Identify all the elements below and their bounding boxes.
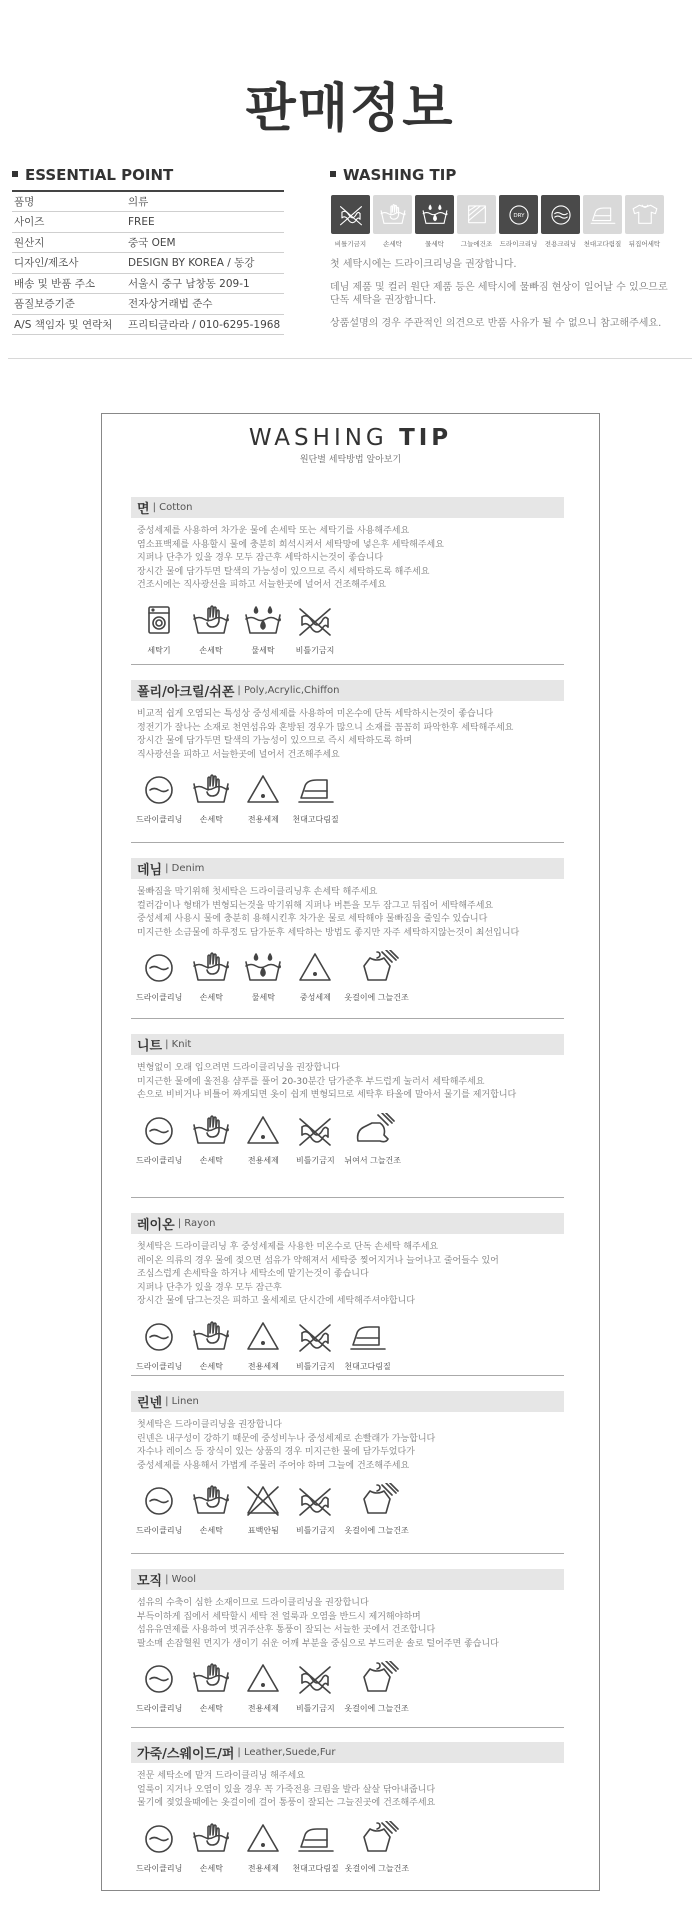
care-line: 전문 세탁소에 맡겨 드라이클리닝 해주세요 xyxy=(137,1771,305,1781)
care-icon-label: 드라이클리닝 xyxy=(136,1155,183,1165)
washing-tip-item xyxy=(498,195,539,248)
care-icon-label: 손세탁 xyxy=(199,1155,223,1165)
spec-row xyxy=(12,294,284,315)
care-line: 자수나 레이스 등 장식이 있는 상품의 경우 미지근한 물에 담가두었다가 xyxy=(137,1447,415,1457)
hand-wash-icon xyxy=(188,1483,234,1523)
care-icon-label: 천대고다림질 xyxy=(292,815,339,824)
spec-value: 프리티글라라 / 010-6295-1968 xyxy=(126,314,284,335)
care-icon-label: 세탁기 xyxy=(147,645,171,655)
washing-tip-label: 전용크리닝 xyxy=(544,240,577,248)
care-icon-label: 손세탁 xyxy=(199,1361,223,1371)
care-line: 장시간 물에 담그는것은 피하고 울세제로 단시간에 세탁해주셔야합니다 xyxy=(137,1296,415,1306)
care-icon-item xyxy=(136,1821,182,1874)
fabric-care-text xyxy=(137,1062,516,1103)
care-icon-item xyxy=(292,1821,338,1874)
fabric-care-text xyxy=(137,1419,435,1473)
care-line: 물빠짐을 막기위해 첫세탁은 드라이클리닝후 손세탁 해주세요 xyxy=(137,887,378,897)
care-icon-item xyxy=(292,1113,338,1166)
care-icon-item xyxy=(188,950,234,1003)
care-icon-item xyxy=(240,1319,286,1372)
iron-cloth-icon xyxy=(345,1319,391,1359)
care-line: 미지근한 물에에 울전용 샴푸를 풀어 20-30분간 담가준후 부드럽게 눌러서 세탁해주세요 xyxy=(137,1076,485,1087)
svg-text:DRY: DRY xyxy=(512,212,525,219)
fabric-divider xyxy=(131,842,564,843)
care-icon-item xyxy=(345,1821,409,1874)
care-line: 린넨은 내구성이 강하기 때문에 중성비누나 중성세제로 손빨래가 가능합니다 xyxy=(137,1433,436,1444)
care-line: 장시간 물에 담가두면 탈색의 가능성이 있으므로 즉시 세탁하도록 해주세요 xyxy=(137,566,430,577)
care-icon-label: 천대고다림질 xyxy=(344,1361,391,1371)
essential-point-heading: ESSENTIAL POINT xyxy=(12,166,173,184)
care-icon-label: 비틀기금지 xyxy=(296,1361,335,1371)
spec-value: 서울시 중구 남창동 209-1 xyxy=(126,273,284,294)
care-line: 얼룩이 지거나 오염이 있을 경우 꼭 가죽전용 크림을 발라 살살 닦아내줍니다 xyxy=(137,1784,436,1795)
care-icon-label: 물세탁 xyxy=(251,993,275,1002)
washing-guide-title: WASHING TIP xyxy=(248,425,453,451)
care-icon-item xyxy=(188,1821,234,1874)
dry-clean-icon xyxy=(136,1821,182,1861)
care-icons xyxy=(136,1113,407,1166)
fabric-title: 폴리/아크릴/쉬폰 xyxy=(137,685,235,700)
care-icon-label: 비틀기금지 xyxy=(295,645,335,655)
care-icon-item xyxy=(188,772,234,825)
inside-out-icon xyxy=(625,195,664,234)
care-line: 섬유유연제를 사용하여 벗귀주산후 통풍이 잘되는 서늘한 곳에서 건조합니다 xyxy=(137,1625,436,1635)
care-icon-item xyxy=(240,772,286,825)
page-title: 판매정보 xyxy=(245,79,455,139)
care-icon-label: 천대고다림질 xyxy=(292,1863,339,1873)
washing-tip-label: 뒤집어세탁 xyxy=(628,240,661,248)
fabric-divider xyxy=(131,664,564,665)
essential-point-table xyxy=(12,190,284,335)
care-icon-item xyxy=(344,1661,408,1714)
detergent-icon xyxy=(240,1821,286,1861)
washing-tip-label: 천대고다림질 xyxy=(583,240,622,248)
bullet-square-icon xyxy=(330,171,336,177)
dry-clean-icon xyxy=(136,1319,182,1359)
spec-label: 디자인/제조사 xyxy=(12,253,126,274)
fabric-care-text xyxy=(137,1597,499,1651)
care-icon-item xyxy=(240,1113,286,1166)
dry-clean-icon xyxy=(136,1483,182,1523)
care-line: 손으로 비비거나 비틀어 짜게되면 옷이 쉽게 변형되므로 세탁후 타올에 말아서 물기를 제거합니다 xyxy=(137,1090,517,1100)
no-wring-icon xyxy=(331,195,370,234)
care-icon-label: 전용세제 xyxy=(247,1863,279,1873)
care-icon-label: 드라이클리닝 xyxy=(136,1863,183,1873)
detergent-icon xyxy=(292,950,338,990)
water-wash-icon xyxy=(415,195,454,234)
hand-wash-icon xyxy=(188,1821,234,1861)
care-icon-label: 옷걸이에 그늘건조 xyxy=(344,1526,409,1535)
spec-row xyxy=(12,232,284,253)
care-icon-item xyxy=(292,1483,338,1536)
washing-tip-label: 물세탁 xyxy=(425,240,444,248)
care-line: 중성세제 사용시 물에 충분히 용해시킨후 차가운 물로 세탁해야 물빠짐을 줄일수 있습니다 xyxy=(137,914,488,924)
dry-clean-icon xyxy=(136,1661,182,1701)
detergent-icon xyxy=(240,772,286,812)
care-line: 중성세제를 사용하여 차가운 물에 손세탁 또는 세탁기를 사용해주세요 xyxy=(137,526,410,536)
fabric-title: 린넨 xyxy=(137,1396,163,1411)
spec-row xyxy=(12,191,284,212)
fabric-english-name: | Linen xyxy=(165,1396,199,1407)
care-icon-item xyxy=(292,1319,338,1372)
fabric-divider xyxy=(131,1553,564,1554)
hanger-dry-icon xyxy=(354,1821,400,1861)
care-line: 부득이하게 집에서 세탁할시 세탁 전 얼룩과 오염을 반드시 제거해야하며 xyxy=(137,1611,421,1622)
care-icon-label: 비틀기금지 xyxy=(296,1704,335,1713)
fabric-divider xyxy=(131,1727,564,1728)
care-icons xyxy=(136,1483,415,1536)
washing-tip-item xyxy=(330,195,371,248)
care-line: 첫세탁은 드라이클리닝을 권장합니다 xyxy=(137,1420,282,1430)
shade-dry-icon xyxy=(457,195,496,234)
no-wring-icon xyxy=(292,1319,338,1359)
care-icon-item xyxy=(136,1661,182,1714)
washing-machine-icon xyxy=(136,603,182,643)
detergent-icon xyxy=(240,1661,286,1701)
care-icon-item xyxy=(136,603,182,656)
care-icon-item xyxy=(292,1661,338,1714)
hand-wash-icon xyxy=(188,1319,234,1359)
care-line: 첫세탁은 드라이클리닝 후 중성세제를 사용한 미온수로 단독 손세탁 해주세요 xyxy=(137,1242,439,1252)
care-icon-label: 전용세제 xyxy=(247,1704,279,1713)
washing-tip-item xyxy=(582,195,623,248)
care-icon-label: 드라이클리닝 xyxy=(136,1361,183,1371)
care-icons xyxy=(136,772,345,825)
fabric-header xyxy=(131,1569,564,1590)
special-clean-icon xyxy=(541,195,580,234)
fabric-english-name: | Denim xyxy=(165,863,205,874)
spec-value: 중국 OEM xyxy=(126,232,284,253)
washing-note: 데님 제품 및 컬러 원단 제품 등은 세탁시에 물빠짐 현상이 일어날 수 있으므로 xyxy=(330,282,668,293)
care-icon-label: 드라이클리닝 xyxy=(136,993,183,1002)
care-icon-item xyxy=(136,1483,182,1536)
care-icon-item xyxy=(344,1483,408,1536)
care-icons xyxy=(136,603,344,656)
spec-row xyxy=(12,314,284,335)
spec-label: A/S 책임자 및 연락처 xyxy=(12,314,126,335)
care-line: 변형없이 오래 입으려면 드라이클리닝을 권장합니다 xyxy=(137,1063,340,1073)
spec-row xyxy=(12,253,284,274)
washing-tip-item xyxy=(414,195,455,248)
spec-value: DESIGN BY KOREA / 동강 xyxy=(126,253,284,274)
fabric-header xyxy=(131,497,564,518)
bullet-square-icon xyxy=(12,171,18,177)
fabric-title: 레이온 xyxy=(137,1218,175,1233)
water-wash-icon xyxy=(240,950,286,990)
fabric-english-name: | Knit xyxy=(165,1039,192,1050)
care-line: 건조시에는 직사광선을 피하고 서늘한곳에 널어서 건조해주세요 xyxy=(137,580,387,590)
iron-cloth-icon xyxy=(293,1821,339,1861)
fabric-title: 면 xyxy=(137,502,150,517)
care-icon-item xyxy=(292,603,338,656)
care-icon-label: 손세탁 xyxy=(199,1526,223,1535)
fabric-english-name: | Leather,Suede,Fur xyxy=(237,1747,336,1758)
spec-label: 원산지 xyxy=(12,232,126,253)
washing-tip-item xyxy=(456,195,497,248)
care-icon-item xyxy=(136,1113,182,1166)
care-icon-label: 드라이클리닝 xyxy=(136,815,183,824)
care-icon-item xyxy=(240,1661,286,1714)
flat-dry-icon xyxy=(350,1113,396,1153)
care-line: 팔소매 손잡혈원 먼지가 생이기 쉬운 어깨 부분을 중심으로 부드러운 솔로 털어주면 좋습니다 xyxy=(137,1638,499,1649)
care-icon-item xyxy=(240,603,286,656)
care-icon-label: 손세탁 xyxy=(199,1704,223,1713)
hand-wash-icon xyxy=(188,603,234,643)
fabric-care-text xyxy=(137,1770,435,1811)
care-icon-label: 뉘여서 그늘건조 xyxy=(344,1155,402,1165)
care-icon-label: 중성세제 xyxy=(299,993,331,1002)
spec-label: 사이즈 xyxy=(12,212,126,233)
care-icon-item xyxy=(344,1319,390,1372)
care-icon-item xyxy=(136,772,182,825)
fabric-divider xyxy=(131,1018,564,1019)
care-line: 비교적 쉽게 오염되는 특성상 중성세제를 사용하여 미온수에 단독 세탁하시는것이 좋습니다 xyxy=(137,709,494,719)
washing-tip-label: 그늘에건조 xyxy=(460,240,493,248)
fabric-care-text xyxy=(137,886,519,940)
care-icon-label: 전용세제 xyxy=(247,1361,279,1371)
fabric-english-name: | Poly,Acrylic,Chiffon xyxy=(237,685,340,696)
no-bleach-icon xyxy=(240,1483,286,1523)
fabric-header xyxy=(131,858,564,879)
fabric-divider xyxy=(131,1197,564,1198)
spec-value: FREE xyxy=(126,212,284,233)
care-line: 염소표백제를 사용할시 물에 충분히 희석시켜서 세탁망에 넣은후 세탁해주세요 xyxy=(137,539,444,550)
fabric-title: 데님 xyxy=(137,863,163,878)
hand-wash-icon xyxy=(188,772,234,812)
care-icon-label: 옷걸이에 그늘건조 xyxy=(344,1704,409,1713)
care-icon-item xyxy=(188,1113,234,1166)
dry-clean-icon xyxy=(499,195,538,234)
care-icon-label: 옷걸이에 그늘건조 xyxy=(344,1863,410,1873)
detergent-icon xyxy=(240,1319,286,1359)
dry-clean-icon xyxy=(136,950,182,990)
hanger-dry-icon xyxy=(354,1483,400,1523)
care-icon-item xyxy=(292,772,338,825)
care-icon-item xyxy=(136,950,182,1003)
care-icon-item xyxy=(344,950,408,1003)
care-icons xyxy=(136,950,415,1003)
fabric-english-name: | Rayon xyxy=(177,1218,216,1229)
care-icon-label: 표백안됨 xyxy=(247,1526,279,1535)
dry-clean-icon xyxy=(136,772,182,812)
care-icon-label: 드라이클리닝 xyxy=(136,1526,183,1535)
washing-tip-icons xyxy=(330,195,666,248)
care-icon-label: 손세탁 xyxy=(199,993,223,1002)
spec-label: 품명 xyxy=(12,191,126,212)
care-icon-item xyxy=(188,1483,234,1536)
fabric-header xyxy=(131,1034,564,1055)
care-icons xyxy=(136,1319,397,1372)
fabric-care-text xyxy=(137,525,444,593)
care-line: 직사광선을 피하고 서늘한곳에 널어서 건조해주세요 xyxy=(137,749,340,760)
spec-value: 의류 xyxy=(126,191,284,212)
care-line: 섬유의 수축이 심한 소재이므로 드라이클리닝을 권장합니다 xyxy=(137,1598,369,1608)
care-icon-label: 물세탁 xyxy=(251,645,275,655)
fabric-english-name: | Wool xyxy=(165,1574,196,1585)
care-icon-item xyxy=(292,950,338,1003)
care-icon-item xyxy=(188,1661,234,1714)
care-icon-item xyxy=(136,1319,182,1372)
care-line: 조심스럽게 손세탁을 하거나 세탁소에 맡기는것이 좋습니다 xyxy=(137,1269,369,1279)
washing-note: 단독 세탁을 권장합니다. xyxy=(330,295,437,306)
washing-tip-heading: WASHING TIP xyxy=(330,166,456,184)
washing-tip-label: 드라이크리닝 xyxy=(499,240,538,248)
care-line: 레이온 의류의 경우 물에 젖으면 섬유가 약해져서 세탁중 찢어지거나 늘어나고 줄어들수 있어 xyxy=(137,1255,499,1266)
care-icon-item xyxy=(344,1113,401,1166)
care-icon-item xyxy=(240,1821,286,1874)
washing-tip-item xyxy=(624,195,665,248)
fabric-header xyxy=(131,1213,564,1234)
washing-tip-label: 손세탁 xyxy=(383,240,402,248)
care-icon-label: 손세탁 xyxy=(199,815,223,824)
care-icon-label: 비틀기금지 xyxy=(296,1526,335,1535)
dry-clean-icon xyxy=(136,1113,182,1153)
iron-cloth-icon xyxy=(583,195,622,234)
washing-tip-item xyxy=(540,195,581,248)
detergent-icon xyxy=(240,1113,286,1153)
fabric-care-text xyxy=(137,708,513,762)
washing-note: 상품설명의 경우 주관적인 의견으로 반품 사유가 될 수 없으니 참고해주세요. xyxy=(330,318,662,329)
spec-label: 배송 및 반품 주소 xyxy=(12,273,126,294)
care-line: 지퍼나 단추가 있을 경우 모두 잠근후 xyxy=(137,1282,282,1293)
washing-guide-subtitle: 원단별 세탁방법 알아보기 xyxy=(299,455,402,465)
care-line: 컬러감이나 형태가 변형되는것을 막기위해 지퍼나 버튼을 모두 잠그고 뒤집어 세탁해주세요 xyxy=(137,900,494,911)
hand-wash-icon xyxy=(188,1113,234,1153)
care-icon-label: 옷걸이에 그늘건조 xyxy=(344,993,409,1002)
spec-label: 품질보증기준 xyxy=(12,294,126,315)
care-icons xyxy=(136,1661,415,1714)
care-line: 지퍼나 단추가 있을 경우 모두 잠근후 세탁하시는것이 좋습니다 xyxy=(137,553,384,563)
fabric-care-text xyxy=(137,1241,499,1309)
care-line: 물기에 젖었을때에는 옷걸이에 걸어 통풍이 잘되는 그늘진곳에 건조해주세요 xyxy=(137,1798,436,1808)
washing-note: 첫 세탁시에는 드라이크리닝을 권장합니다. xyxy=(330,259,517,270)
fabric-divider xyxy=(131,1375,564,1376)
washing-tip-label: 비틀기금지 xyxy=(334,240,367,248)
iron-cloth-icon xyxy=(293,772,339,812)
care-icon-label: 비틀기금지 xyxy=(296,1155,335,1165)
fabric-title: 가죽/스웨이드/퍼 xyxy=(137,1747,235,1762)
no-wring-icon xyxy=(292,603,338,643)
spec-row xyxy=(12,273,284,294)
no-wring-icon xyxy=(292,1661,338,1701)
care-line: 정전기가 잘나는 소재로 천연섬유와 혼방된 경우가 많으니 소재를 꼼꼼히 파악한후 세탁해주세요 xyxy=(137,722,514,733)
care-icons xyxy=(136,1821,415,1874)
care-line: 중성세제를 사용해서 가볍게 주물러 주어야 하며 그늘에 건조해주세요 xyxy=(137,1460,410,1471)
fabric-english-name: | Cotton xyxy=(152,502,193,513)
care-line: 미지근한 소금물에 하루정도 담가둔후 세탁하는 방법도 좋지만 자주 세탁하지않는것이 최선입니다 xyxy=(137,927,520,938)
hanger-dry-icon xyxy=(354,1661,400,1701)
hand-wash-icon xyxy=(188,950,234,990)
care-icon-item xyxy=(240,1483,286,1536)
care-icon-label: 전용세제 xyxy=(247,1155,279,1165)
fabric-header xyxy=(131,680,564,701)
spec-value: 전자상거래법 준수 xyxy=(126,294,284,315)
fabric-header xyxy=(131,1391,564,1412)
hand-wash-icon xyxy=(373,195,412,234)
washing-tip-item xyxy=(372,195,413,248)
care-icon-label: 전용세제 xyxy=(247,815,279,824)
hand-wash-icon xyxy=(188,1661,234,1701)
care-icon-item xyxy=(240,950,286,1003)
hanger-dry-icon xyxy=(354,950,400,990)
no-wring-icon xyxy=(292,1483,338,1523)
care-icon-item xyxy=(188,1319,234,1372)
fabric-title: 모직 xyxy=(137,1574,163,1589)
care-icon-label: 손세탁 xyxy=(199,1863,223,1873)
care-icon-item xyxy=(188,603,234,656)
care-icon-label: 드라이클리닝 xyxy=(136,1704,183,1713)
fabric-title: 니트 xyxy=(137,1039,163,1054)
fabric-header xyxy=(131,1742,564,1763)
spec-row xyxy=(12,212,284,233)
care-icon-label: 손세탁 xyxy=(199,645,223,655)
care-line: 장시간 물에 담가두면 탈색의 가능성이 있으므로 즉시 세탁하도록 하며 xyxy=(137,736,413,746)
water-wash-icon xyxy=(240,603,286,643)
no-wring-icon xyxy=(292,1113,338,1153)
section-divider xyxy=(8,358,692,359)
